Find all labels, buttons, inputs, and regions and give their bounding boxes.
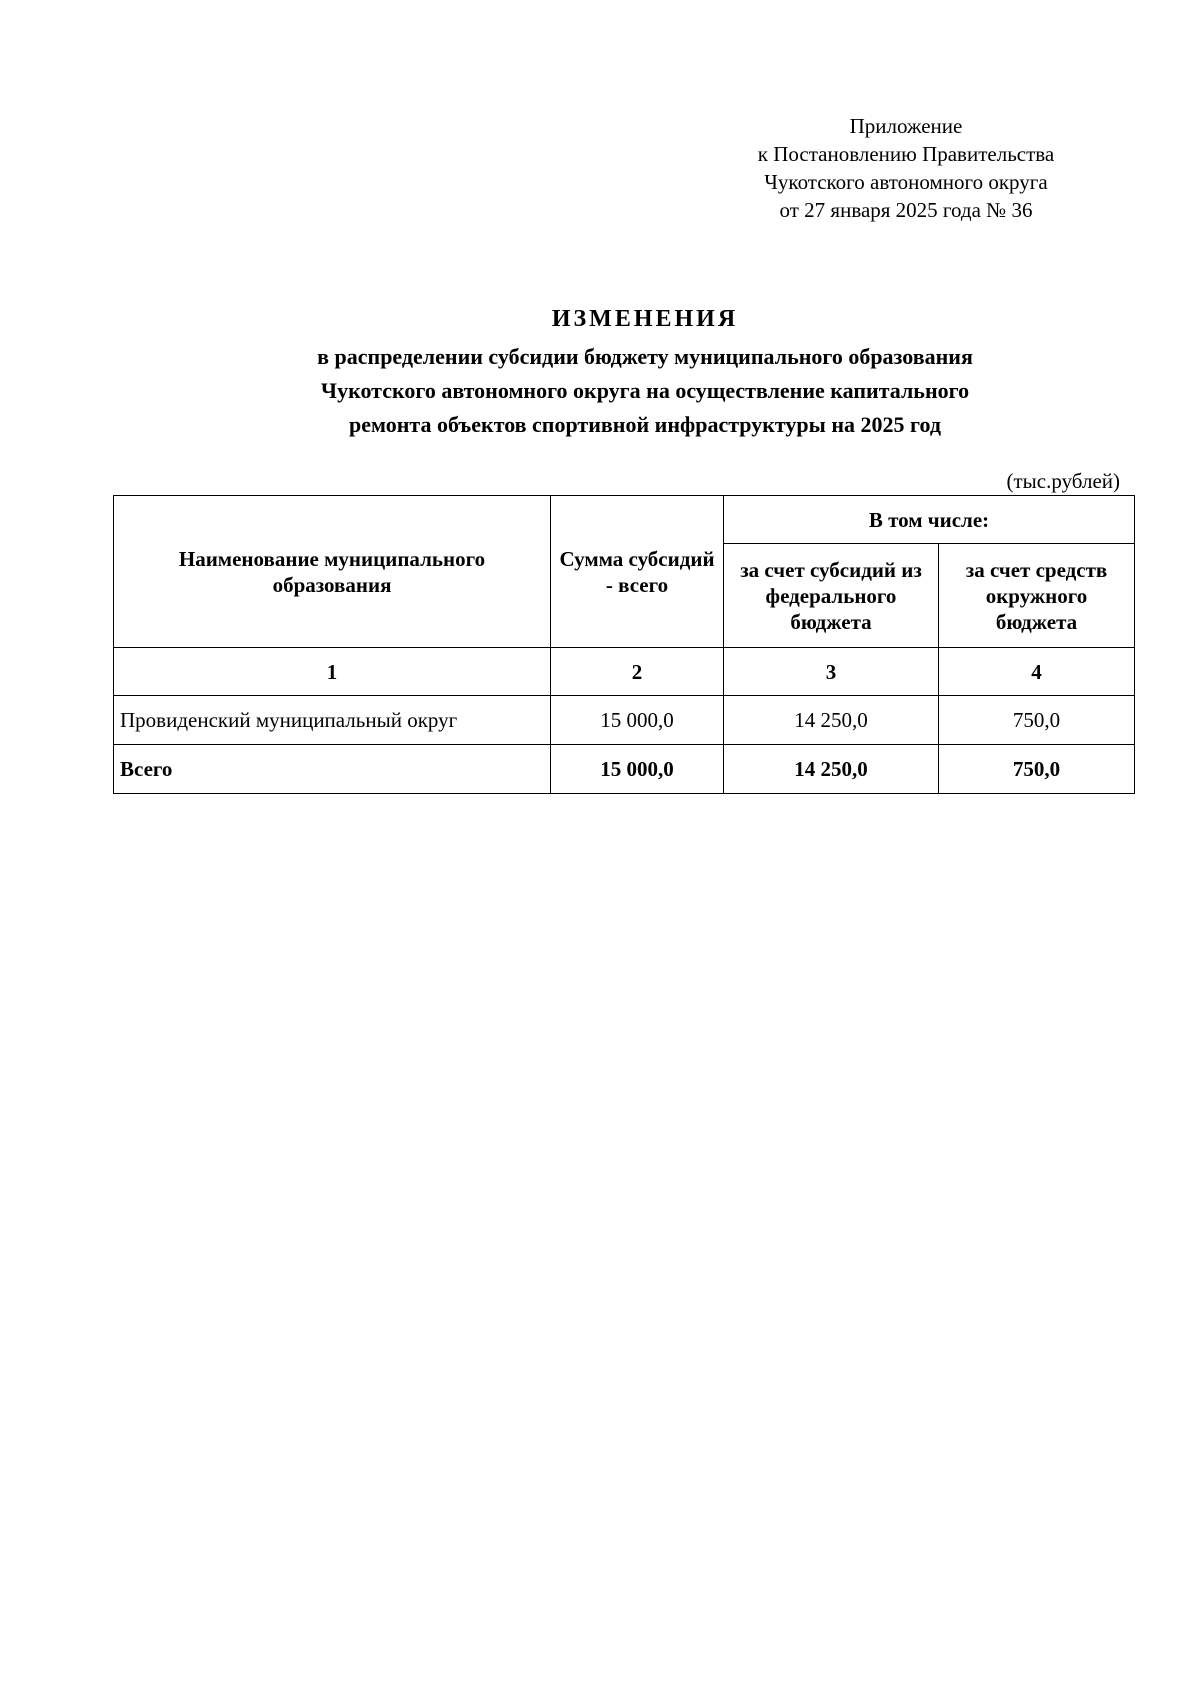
column-number: 3 [724,648,939,696]
subtitle-line: Чукотского автономного округа на осуществление капитального [320,378,970,403]
table-row [114,696,1135,745]
cell-total: 15 000,0 [551,745,724,794]
total-row [114,745,1135,794]
header-district: за счет средств окружного бюджета [939,544,1135,648]
appendix-block [706,112,1106,224]
cell-name: Провиденский муниципальный округ [114,696,551,745]
units-label: (тыс.рублей) [1006,469,1120,493]
column-number: 4 [939,648,1135,696]
header-federal: за счет субсидий из федерального бюджета [724,544,939,648]
subtitle-line: ремонта объектов спортивной инфраструктуры на 2025 год [349,412,941,437]
appendix-line: Чукотского автономного округа [764,170,1048,194]
cell-federal: 14 250,0 [724,745,939,794]
subsidy-table [113,495,1135,794]
cell-district: 750,0 [939,745,1135,794]
cell-total: 15 000,0 [551,696,724,745]
document-subtitle [140,340,1150,442]
header-including: В том числе: [724,496,1135,544]
column-number: 1 [114,648,551,696]
cell-name: Всего [114,745,551,794]
subtitle-line: в распределении субсидии бюджету муниципального образования [317,344,973,369]
cell-federal: 14 250,0 [724,696,939,745]
appendix-line: от 27 января 2025 года № 36 [779,198,1033,222]
header-total: Сумма субсидий - всего [551,496,724,648]
column-number: 2 [551,648,724,696]
appendix-line: к Постановлению Правительства [757,142,1055,166]
appendix-line: Приложение [849,114,963,138]
cell-district: 750,0 [939,696,1135,745]
document-title: ИЗМЕНЕНИЯ [551,306,739,332]
header-name: Наименование муниципального образования [114,496,551,648]
